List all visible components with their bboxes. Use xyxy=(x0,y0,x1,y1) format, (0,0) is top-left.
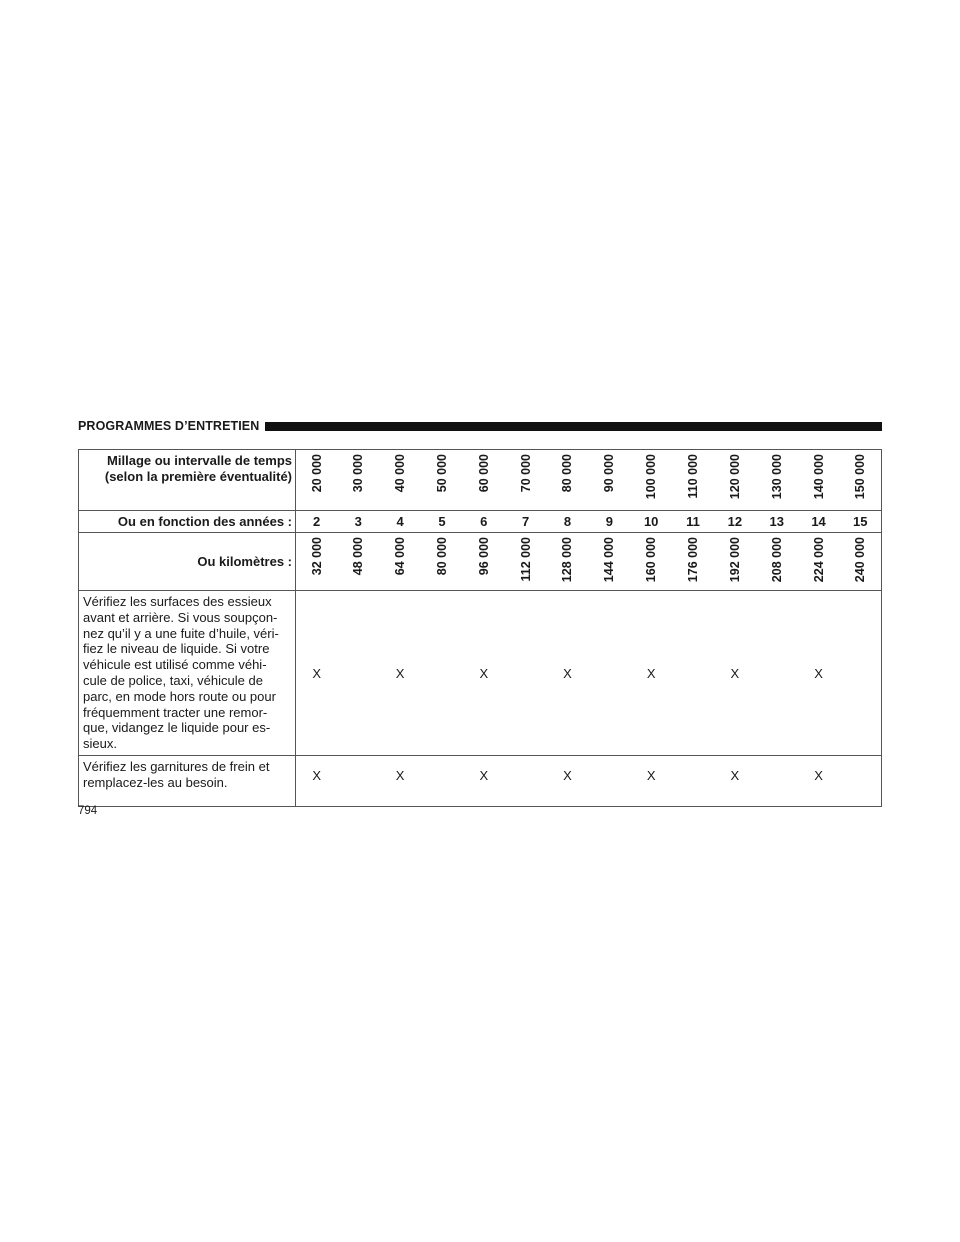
task-line: fréquemment tracter une remor- xyxy=(83,704,268,720)
mileage-label-line: (selon la première éventualité) xyxy=(104,469,292,484)
year-cell: 4 xyxy=(379,511,421,533)
mileage-header-cell-text: 40 000 xyxy=(393,454,408,493)
year-cell: 9 xyxy=(588,511,630,533)
header-rule xyxy=(265,422,882,431)
km-header-cell-wrap xyxy=(630,533,672,590)
mileage-header-cell-text: 140 000 xyxy=(811,454,826,500)
schedule-mark-cell: X xyxy=(630,591,672,756)
km-header-cell-wrap xyxy=(337,533,379,590)
schedule-mark-cell xyxy=(337,591,379,756)
km-header-cell-text: 160 000 xyxy=(644,537,659,583)
schedule-mark-cell: X xyxy=(547,591,589,756)
km-header-cell xyxy=(505,533,547,591)
km-header-cell-wrap xyxy=(421,533,463,590)
mileage-header-cell-text: 50 000 xyxy=(434,454,449,493)
mileage-header-cell-wrap xyxy=(798,450,840,510)
schedule-mark-cell xyxy=(588,591,630,756)
years-row xyxy=(79,511,882,533)
mileage-header-cell-text: 60 000 xyxy=(476,454,491,493)
km-header-cell-text: 64 000 xyxy=(393,537,408,576)
schedule-mark-cell: X xyxy=(296,591,338,756)
mileage-header-cell xyxy=(672,450,714,511)
task-description xyxy=(79,591,296,756)
km-header-cell xyxy=(379,533,421,591)
year-cell: 8 xyxy=(547,511,589,533)
km-header-cell-text: 96 000 xyxy=(476,537,491,576)
task-line: Vérifiez les surfaces des essieux xyxy=(83,594,272,609)
year-cell: 5 xyxy=(421,511,463,533)
mileage-header-cell xyxy=(505,450,547,511)
mileage-header-cell-wrap xyxy=(630,450,672,510)
mileage-header-cell-wrap xyxy=(714,450,756,510)
mileage-header-cell xyxy=(379,450,421,511)
km-header-cell-wrap xyxy=(672,533,714,590)
mileage-header-cell-wrap xyxy=(505,450,547,510)
task-line: parc, en mode hors route ou pour xyxy=(83,688,276,704)
mileage-header-cell-wrap xyxy=(839,450,881,510)
task-line: nez qu’il y a une fuite d’huile, véri- xyxy=(83,625,279,641)
mileage-header-cell-wrap xyxy=(588,450,630,510)
mileage-header-cell-text: 100 000 xyxy=(644,454,659,500)
km-header-cell-text: 128 000 xyxy=(560,537,575,583)
km-header-cell-text: 240 000 xyxy=(853,537,868,583)
year-cell: 6 xyxy=(463,511,505,533)
schedule-mark-cell xyxy=(505,591,547,756)
mileage-header-cell xyxy=(421,450,463,511)
task-line: que, vidangez le liquide pour es- xyxy=(83,720,271,736)
km-label: Ou kilomètres : xyxy=(79,533,296,591)
section-title: PROGRAMMES D’ENTRETIEN xyxy=(78,419,260,433)
mileage-header-cell-text: 70 000 xyxy=(518,454,533,493)
km-header-cell xyxy=(672,533,714,591)
mileage-header-cell-text: 90 000 xyxy=(602,454,617,493)
year-cell: 14 xyxy=(798,511,840,533)
schedule-mark-cell: X xyxy=(463,591,505,756)
km-header-cell-wrap xyxy=(505,533,547,590)
km-header-cell xyxy=(296,533,338,591)
schedule-mark-cell xyxy=(756,591,798,756)
mileage-label xyxy=(79,450,296,511)
mileage-label-line: Millage ou intervalle de temps xyxy=(107,453,292,468)
schedule-mark-cell: X xyxy=(630,756,672,807)
schedule-mark-cell: X xyxy=(296,756,338,807)
mileage-header-cell-wrap xyxy=(379,450,421,510)
mileage-header-cell-text: 30 000 xyxy=(351,454,366,493)
schedule-mark-cell xyxy=(672,591,714,756)
maintenance-schedule-table xyxy=(78,449,882,807)
schedule-mark-cell: X xyxy=(798,591,840,756)
km-header-cell xyxy=(588,533,630,591)
km-header-cell-text: 224 000 xyxy=(811,537,826,583)
mileage-header-cell xyxy=(547,450,589,511)
schedule-mark-cell xyxy=(337,756,379,807)
mileage-header-cell xyxy=(756,450,798,511)
km-header-cell-text: 48 000 xyxy=(351,537,366,576)
km-row xyxy=(79,533,882,591)
mileage-header-cell xyxy=(588,450,630,511)
km-header-cell-wrap xyxy=(756,533,798,590)
km-header-cell-text: 32 000 xyxy=(309,537,324,576)
km-header-cell-text: 144 000 xyxy=(602,537,617,583)
km-header-cell-wrap xyxy=(463,533,505,590)
task-line: remplacez-les au besoin. xyxy=(83,774,228,790)
mileage-header-cell-wrap xyxy=(672,450,714,510)
schedule-mark-cell xyxy=(505,756,547,807)
mileage-header-cell xyxy=(798,450,840,511)
km-header-cell xyxy=(714,533,756,591)
section-header xyxy=(78,416,882,436)
km-header-cell-text: 80 000 xyxy=(434,537,449,576)
schedule-mark-cell xyxy=(839,591,881,756)
schedule-mark-cell xyxy=(839,756,881,807)
km-header-cell xyxy=(337,533,379,591)
schedule-mark-cell: X xyxy=(714,756,756,807)
schedule-mark-cell xyxy=(588,756,630,807)
km-header-cell-text: 208 000 xyxy=(769,537,784,583)
mileage-header-cell-wrap xyxy=(547,450,589,510)
task-line: avant et arrière. Si vous soupçon- xyxy=(83,609,278,625)
year-cell: 15 xyxy=(839,511,881,533)
mileage-header-cell-wrap xyxy=(421,450,463,510)
schedule-mark-cell xyxy=(421,591,463,756)
year-cell: 10 xyxy=(630,511,672,533)
schedule-mark-cell xyxy=(672,756,714,807)
mileage-header-cell xyxy=(463,450,505,511)
mileage-header-cell-wrap xyxy=(756,450,798,510)
km-header-cell-text: 192 000 xyxy=(727,537,742,583)
mileage-header-cell xyxy=(714,450,756,511)
year-cell: 11 xyxy=(672,511,714,533)
km-header-cell-text: 176 000 xyxy=(686,537,701,583)
mileage-header-cell-text: 20 000 xyxy=(309,454,324,493)
mileage-header-cell-text: 120 000 xyxy=(727,454,742,500)
km-header-cell-wrap xyxy=(588,533,630,590)
task-line: cule de police, taxi, véhicule de xyxy=(83,672,263,688)
year-cell: 2 xyxy=(296,511,338,533)
schedule-mark-cell: X xyxy=(547,756,589,807)
year-cell: 12 xyxy=(714,511,756,533)
mileage-header-cell xyxy=(839,450,881,511)
task-row xyxy=(79,591,882,756)
mileage-header-cell xyxy=(337,450,379,511)
schedule-mark-cell: X xyxy=(714,591,756,756)
km-header-cell-wrap xyxy=(547,533,589,590)
task-line: sieux. xyxy=(83,736,117,752)
km-header-cell xyxy=(630,533,672,591)
km-header-cell xyxy=(547,533,589,591)
page-number: 794 xyxy=(78,805,98,817)
mileage-row xyxy=(79,450,882,511)
mileage-header-cell-text: 130 000 xyxy=(769,454,784,500)
task-line: Vérifiez les garnitures de frein et xyxy=(83,759,270,774)
task-row xyxy=(79,756,882,807)
km-header-cell xyxy=(463,533,505,591)
mileage-header-cell-text: 150 000 xyxy=(853,454,868,500)
km-header-cell-wrap xyxy=(714,533,756,590)
task-line: véhicule est utilisé comme véhi- xyxy=(83,657,267,673)
km-header-cell xyxy=(839,533,881,591)
schedule-mark-cell: X xyxy=(463,756,505,807)
task-description xyxy=(79,756,296,807)
km-header-cell xyxy=(798,533,840,591)
schedule-mark-cell xyxy=(421,756,463,807)
task-line: fiez le niveau de liquide. Si votre xyxy=(83,641,270,657)
km-header-cell-text: 112 000 xyxy=(518,537,533,582)
mileage-header-cell-text: 80 000 xyxy=(560,454,575,493)
schedule-mark-cell: X xyxy=(379,591,421,756)
km-header-cell xyxy=(421,533,463,591)
schedule-mark-cell: X xyxy=(798,756,840,807)
mileage-header-cell xyxy=(296,450,338,511)
year-cell: 3 xyxy=(337,511,379,533)
year-cell: 13 xyxy=(756,511,798,533)
km-header-cell-wrap xyxy=(839,533,881,590)
km-header-cell-wrap xyxy=(379,533,421,590)
schedule-mark-cell xyxy=(756,756,798,807)
km-header-cell xyxy=(756,533,798,591)
mileage-header-cell-wrap xyxy=(337,450,379,510)
km-header-cell-wrap xyxy=(296,533,337,590)
years-label: Ou en fonction des années : xyxy=(79,511,296,533)
mileage-header-cell-wrap xyxy=(463,450,505,510)
year-cell: 7 xyxy=(505,511,547,533)
mileage-header-cell xyxy=(630,450,672,511)
mileage-header-cell-text: 110 000 xyxy=(686,454,701,499)
schedule-mark-cell: X xyxy=(379,756,421,807)
mileage-header-cell-wrap xyxy=(296,450,337,510)
km-header-cell-wrap xyxy=(798,533,840,590)
